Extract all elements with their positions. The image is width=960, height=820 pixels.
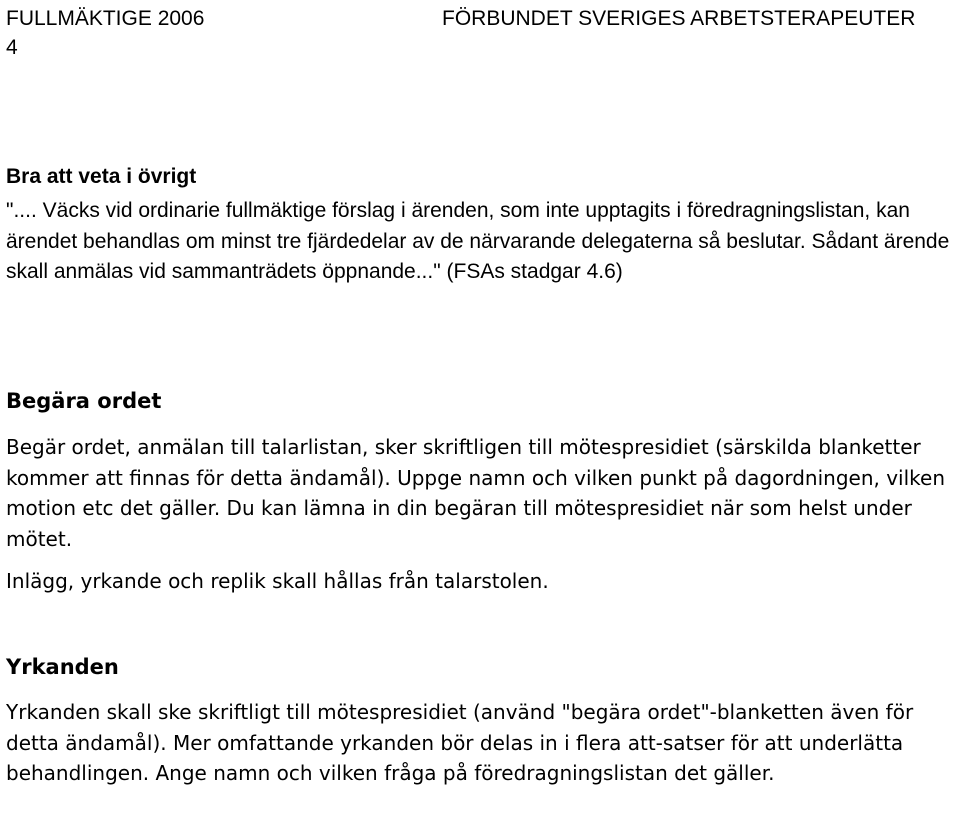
section-heading: Yrkanden: [6, 655, 119, 679]
section-paragraph: ".... Väcks vid ordinarie fullmäktige förslag i ärenden, som inte upptagits i föredragningslistan, kan ärendet behandlas om minst tre fjärdedelar av de närvarande delegaterna så beslutar. Sådant ärende skall anmälas vid sammanträdets öppnande..." (FSAs stadgar 4.6): [6, 199, 950, 283]
page-number: 4: [6, 36, 18, 59]
section-paragraph: Begär ordet, anmälan till talarlistan, sker skriftligen till mötespresidiet (särskilda blanketter kommer att finnas för detta ändamål). Uppge namn och vilken punkt på dagordningen, vilken motion etc det gäller. Du kan lämna in din begäran till mötespresidiet när som helst under mötet.: [6, 435, 946, 551]
section-heading: Bra att veta i övrigt: [6, 165, 197, 188]
header-right-title: FÖRBUNDET SVERIGES ARBETSTERAPEUTER: [442, 7, 916, 30]
page-header: [6, 4, 956, 64]
header-left-title: FULLMÄKTIGE 2006: [6, 7, 205, 30]
section-bra-att-veta: [6, 162, 958, 288]
section-heading: Begära ordet: [6, 389, 162, 413]
section-begara-ordet: [6, 386, 958, 597]
section-yrkanden: [6, 652, 958, 789]
section-paragraph: Inlägg, yrkande och replik skall hållas från talarstolen.: [6, 569, 549, 593]
section-paragraph: Yrkanden skall ske skriftligt till mötespresidiet (använd "begära ordet"-blanketten även för detta ändamål). Mer omfattande yrkanden bör delas in i flera att-satser för att underlätta behandlingen. Ange namn och vilken fråga på föredragningslistan det gäller.: [6, 700, 914, 785]
